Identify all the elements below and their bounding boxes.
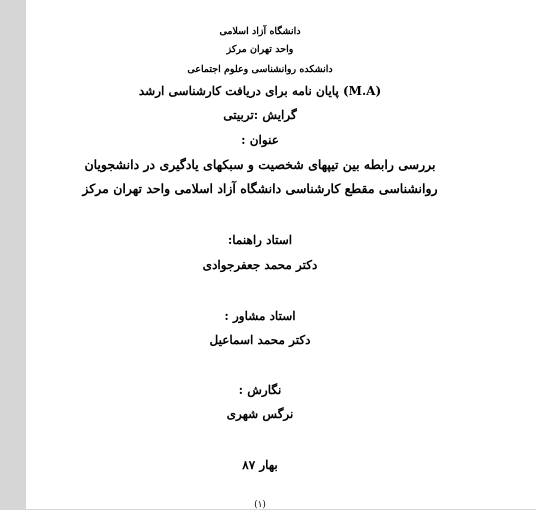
thesis-title-line-1: بررسی رابطه بین تیپهای شخصیت و سبکهای یادگیری در دانشجویان xyxy=(84,157,436,172)
date: بهار ۸۷ xyxy=(242,458,278,472)
page-number: (۱) xyxy=(254,500,266,510)
branch-name: واحد تهران مرکز xyxy=(226,44,294,55)
document-page xyxy=(26,0,536,509)
degree-line: (M.A) پایان نامه برای دریافت کارشناسی ارشد xyxy=(138,84,382,98)
subject-label: عنوان : xyxy=(241,133,279,147)
advisor-name: دکتر محمد اسماعیل xyxy=(209,333,311,347)
university-name: دانشگاه آزاد اسلامی xyxy=(219,26,301,37)
supervisor-label: استاد راهنما: xyxy=(227,233,293,247)
thesis-title-line-2: روانشناسی مقطع کارشناسی دانشگاه آزاد اسلامی واحد تهران مرکز xyxy=(82,181,438,196)
advisor-label: استاد مشاور : xyxy=(224,309,296,323)
author-name: نرگس شهری xyxy=(226,407,294,421)
supervisor-name: دکتر محمد جعفرجوادی xyxy=(202,258,318,272)
author-label: نگارش : xyxy=(238,383,282,397)
faculty-name: دانشکده روانشناسی وعلوم اجتماعی xyxy=(187,64,333,75)
specialization: گرایش :تربیتی xyxy=(223,108,297,122)
